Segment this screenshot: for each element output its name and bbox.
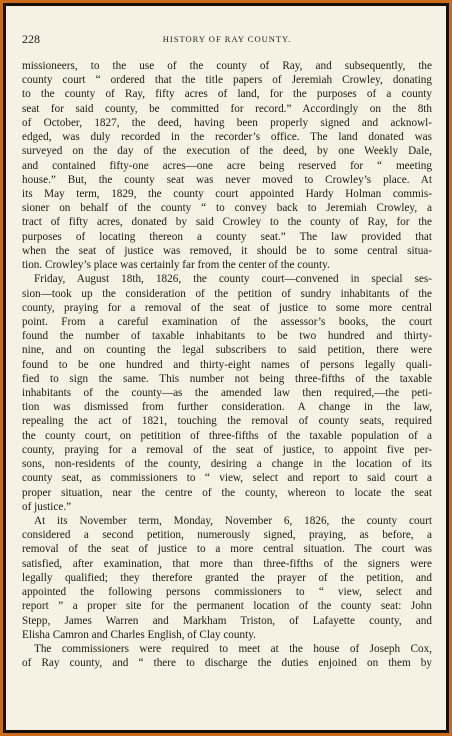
text-line: to the county of Ray, fifty acres of land, for the purposes of a county xyxy=(22,88,432,101)
text-line: At its November term, Monday, November 6, 1826, the county court xyxy=(34,515,432,527)
text-line: the county court, on petitition of three-fifths of the taxable population of a xyxy=(22,429,432,442)
text-line: county seat, as commissioners to “ view, select and report to said court a xyxy=(22,472,432,485)
text-line: repealing the act of 1821, touching the removal of county seats, required xyxy=(22,415,432,428)
text-line: nine, and on counting the legal subscribers to said petition, there were xyxy=(22,344,432,357)
text-line: Friday, August 18th, 1826, the county court—convened in special ses- xyxy=(34,273,432,286)
text-line: tion. Crowley’s place was certainly far from the center of the county. xyxy=(22,259,330,272)
text-line: point. From a careful examination of the assessor’s books, the court xyxy=(22,315,432,328)
text-line: Elisha Camron and Charles English, of Clay county. xyxy=(22,628,256,641)
text-line: seat for said county, be committed for record.” Accordingly on the 8th xyxy=(22,102,432,115)
text-line: of justice.” xyxy=(22,500,72,513)
text-line: tion was dismissed from further consideration. A change in the law, xyxy=(22,401,432,414)
text-line: sioner on behalf of the county “ to convey back to Jeremiah Crowley, a xyxy=(22,202,432,215)
text-line: found the number of taxable inhabitants to be two hundred and thirty- xyxy=(22,330,432,343)
text-line: legally qualified; they therefore granted the prayer of the petition, and xyxy=(22,571,432,584)
text-line: surveyed on the day of the execution of the deed, by one Weekly Dale, xyxy=(22,145,432,158)
text-line: purposes of locating thereon a county seat.” The law provided that xyxy=(22,230,432,243)
text-line: county court “ ordered that the title papers of Jeremiah Crowley, donating xyxy=(22,74,432,87)
text-line: county, praying for a removal of the seat of justice, to appoint five per- xyxy=(22,443,432,456)
body-text xyxy=(22,59,432,670)
text-line: county, praying for a removal of the seat of justice to some more central xyxy=(22,301,432,314)
running-head: HISTORY OF RAY COUNTY. xyxy=(162,34,292,44)
text-line: fied to sign the same. This number not being three-fifths of the taxable xyxy=(22,372,432,385)
text-line: of Ray county, and “ there to discharge the duties enjoined on them by xyxy=(22,657,432,670)
text-line: tract of fifty acres, donated by said Crowley to the county of Ray, for the xyxy=(22,216,432,229)
book-page xyxy=(6,6,446,730)
page-frame xyxy=(3,3,449,733)
text-line: considered a second petition, numerously signed, praying, as before, a xyxy=(22,529,432,542)
text-line: of October, 1827, the deed, having been properly signed and acknowl- xyxy=(22,116,432,129)
page-number: 228 xyxy=(22,32,40,46)
text-line: found to be one hundred and thirty-eight names of persons legally quali- xyxy=(22,358,432,371)
page-header xyxy=(22,32,432,46)
text-line: The commissioners were required to meet at the house of Joseph Cox, xyxy=(34,642,432,655)
text-line: report ” a proper site for the permanent location of the county seat: John xyxy=(22,600,432,613)
text-line: house.” But, the county seat was never moved to Crowley’s place. At xyxy=(22,173,432,186)
text-line: when the seat of justice was removed, it should be to some central situa- xyxy=(22,244,432,257)
text-line: inhabitants of the county—as the amended law then required,—the peti- xyxy=(22,387,432,400)
text-line: sons, non-residents of the county, desiring a change in the location of its xyxy=(22,458,432,471)
text-line: proper situation, near the centre of the county, whereon to locate the seat xyxy=(22,486,432,499)
text-line: and contained fifty-one acres—one acre being reserved for “ meeting xyxy=(22,159,432,172)
text-line: missioneers, to the use of the county of Ray, and subsequently, the xyxy=(22,60,432,72)
text-line: edged, was duly recorded in the recorder’s office. The land donated was xyxy=(22,131,432,144)
text-line: sion—took up the consideration of the petition of sundry inhabitants of the xyxy=(22,287,432,300)
text-line: removal of the seat of justice to a more central situation. The court was xyxy=(22,543,432,556)
text-line: Stepp, James Warren and Markham Triston, of Lafayette county, and xyxy=(22,614,432,627)
text-line: appointed the following persons commissioners to “ view, select and xyxy=(22,586,432,599)
text-line: its May term, 1829, the county court appointed Hardy Holman commis- xyxy=(22,187,432,200)
text-line: satisfied, after examination, that more than three-fifths of the signers were xyxy=(22,557,432,570)
